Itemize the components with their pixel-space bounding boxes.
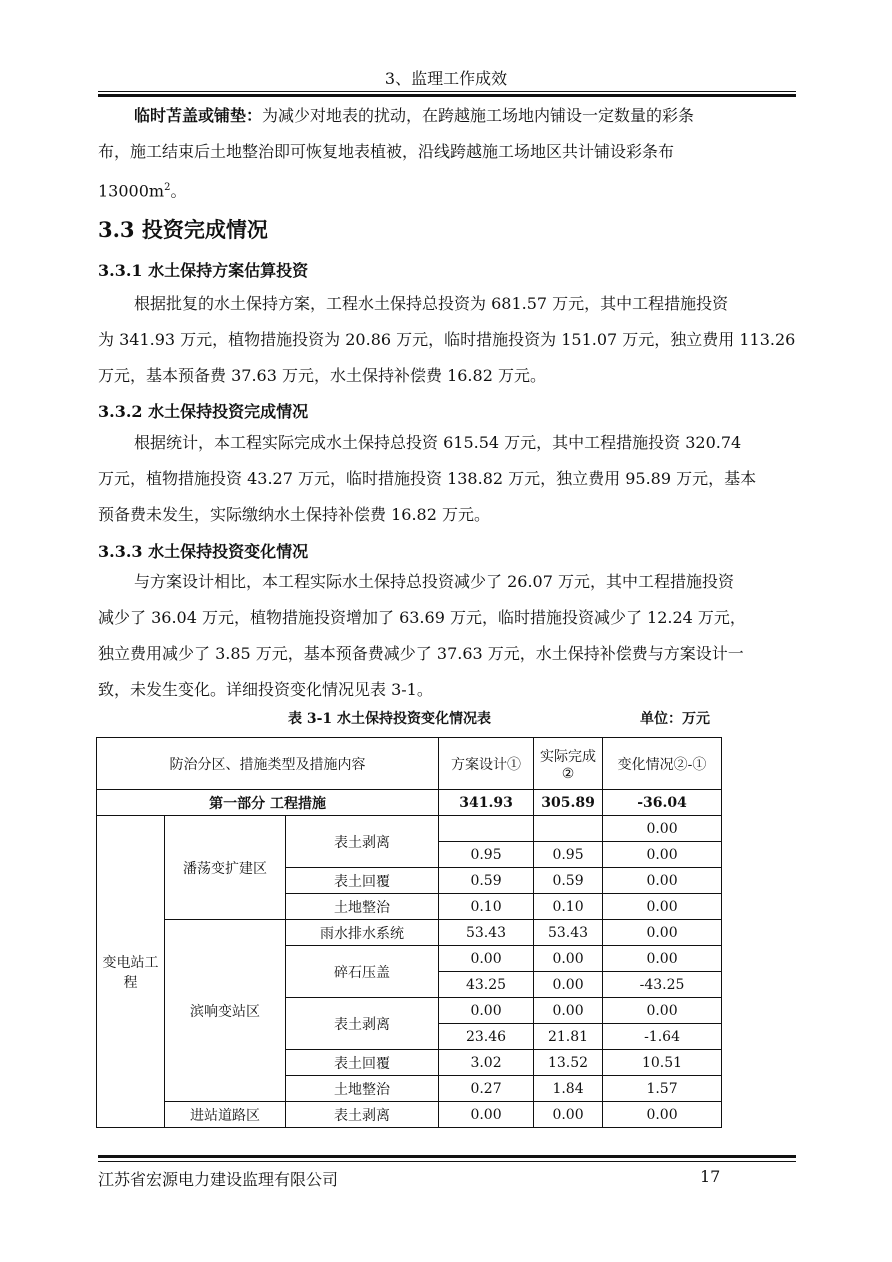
section-3-3-2-line-1: 根据统计，本工程实际完成水土保持总投资 615.54 万元，其中工程措施投资 320.74 (134, 433, 742, 452)
measure-cell: 土地整治 (286, 1076, 439, 1102)
intro-line-1-text: 为减少对地表的扰动，在跨越施工场地内铺设一定数量的彩条 (262, 106, 695, 125)
actual-cell: 13.52 (534, 1050, 603, 1076)
change-cell: 0.00 (603, 842, 722, 868)
design-cell: 3.02 (439, 1050, 534, 1076)
footer-rule-thick (98, 1155, 796, 1158)
measure-cell: 表土剥离 (286, 1102, 439, 1128)
table-row (97, 816, 722, 842)
table-caption: 表 3-1 水土保持投资变化情况表 (288, 711, 492, 727)
design-cell: 0.00 (439, 998, 534, 1024)
part1-design: 341.93 (439, 790, 534, 816)
footer-rule-thin (98, 1161, 796, 1162)
section-3-3-2-heading: 3.3.2 水土保持投资完成情况 (98, 402, 309, 421)
section-3-3-2-line-3: 预备费未发生，实际缴纳水土保持补偿费 16.82 万元。 (98, 505, 490, 524)
zone-road: 进站道路区 (165, 1102, 286, 1128)
investment-change-table (96, 737, 722, 1128)
design-cell: 0.00 (439, 946, 534, 972)
actual-cell: 1.84 (534, 1076, 603, 1102)
zone-binxiang: 滨响变站区 (165, 920, 286, 1102)
measure-cell: 表土回覆 (286, 1050, 439, 1076)
change-cell: 0.00 (603, 868, 722, 894)
header-change: 变化情况②-① (603, 738, 722, 790)
actual-cell: 0.00 (534, 972, 603, 998)
page-number: 17 (700, 1167, 721, 1186)
measure-cell: 碎石压盖 (286, 946, 439, 998)
part1-actual: 305.89 (534, 790, 603, 816)
actual-cell: 53.43 (534, 920, 603, 946)
header-rule-thin (98, 91, 796, 92)
design-cell: 43.25 (439, 972, 534, 998)
change-cell: 0.00 (603, 894, 722, 920)
table-unit: 单位：万元 (640, 711, 710, 727)
section-3-3-3-line-3: 独立费用减少了 3.85 万元，基本预备费减少了 37.63 万元，水土保持补偿费与方案设计一 (98, 644, 744, 663)
intro-line-3 (98, 170, 796, 209)
actual-cell: 0.00 (534, 998, 603, 1024)
intro-line-3-end: 。 (170, 181, 187, 201)
zone-panwang: 潘荡变扩建区 (165, 816, 286, 920)
measure-cell: 土地整治 (286, 894, 439, 920)
section-3-3-3-line-2: 减少了 36.04 万元，植物措施投资增加了 63.69 万元，临时措施投资减少了 12.24 万元， (98, 608, 746, 627)
actual-cell: 0.00 (534, 1102, 603, 1128)
design-cell: 0.10 (439, 894, 534, 920)
design-cell: 0.95 (439, 842, 534, 868)
part1-change: -36.04 (603, 790, 722, 816)
section-3-3-3-line-1: 与方案设计相比，本工程实际水土保持总投资减少了 26.07 万元，其中工程措施投资 (134, 572, 734, 591)
measure-cell: 表土剥离 (286, 816, 439, 868)
section-3-3-1-line-3: 万元，基本预备费 37.63 万元，水土保持补偿费 16.82 万元。 (98, 366, 546, 385)
actual-cell: 21.81 (534, 1024, 603, 1050)
design-cell: 0.59 (439, 868, 534, 894)
measure-cell: 雨水排水系统 (286, 920, 439, 946)
intro-line-1 (98, 98, 796, 134)
section-3-3-3-line-4: 致，未发生变化。详细投资变化情况见表 3-1。 (98, 680, 433, 699)
design-cell: 53.43 (439, 920, 534, 946)
header-content: 防治分区、措施类型及措施内容 (97, 738, 439, 790)
intro-line-2: 布，施工结束后土地整治即可恢复地表植被，沿线跨越施工场地区共计铺设彩条布 (98, 142, 675, 161)
intro-paragraph (98, 98, 796, 209)
actual-cell: 0.10 (534, 894, 603, 920)
footer-company: 江苏省宏源电力建设监理有限公司 (98, 1170, 339, 1189)
section-3-3-3-paragraph (98, 564, 796, 708)
intro-area-value: 13000m (98, 181, 165, 201)
design-cell (439, 816, 534, 842)
change-cell: 0.00 (603, 946, 722, 972)
design-cell: 0.00 (439, 1102, 534, 1128)
section-3-3-heading: 3.3 投资完成情况 (98, 217, 268, 242)
change-cell: 0.00 (603, 920, 722, 946)
actual-cell: 0.00 (534, 946, 603, 972)
intro-bold-label: 临时苫盖或铺垫： (134, 106, 263, 125)
table-row (97, 920, 722, 946)
change-cell: 0.00 (603, 816, 722, 842)
section-3-3-1-line-1: 根据批复的水土保持方案，工程水土保持总投资为 681.57 万元，其中工程措施投资 (134, 294, 729, 313)
change-cell: -43.25 (603, 972, 722, 998)
actual-cell: 0.59 (534, 868, 603, 894)
design-cell: 23.46 (439, 1024, 534, 1050)
measure-cell: 表土剥离 (286, 998, 439, 1050)
actual-cell (534, 816, 603, 842)
section-3-3-1-heading: 3.3.1 水土保持方案估算投资 (98, 261, 309, 280)
intro-area-superscript: 2 (164, 182, 171, 193)
section-3-3-2-paragraph (98, 425, 796, 533)
change-cell: -1.64 (603, 1024, 722, 1050)
design-cell: 0.27 (439, 1076, 534, 1102)
group-label-line-2: 程 (123, 974, 138, 991)
section-3-3-1-line-2: 为 341.93 万元，植物措施投资为 20.86 万元，临时措施投资为 151.07 万元，独立费用 113.26 (98, 330, 796, 349)
header-actual-line-2: ② (561, 765, 575, 782)
actual-cell: 0.95 (534, 842, 603, 868)
change-cell: 10.51 (603, 1050, 722, 1076)
table-row (97, 1102, 722, 1128)
header-actual (534, 738, 603, 790)
section-3-3-2-line-2: 万元，植物措施投资 43.27 万元，临时措施投资 138.82 万元，独立费用 95.89 万元，基本 (98, 469, 757, 488)
section-3-3-1-paragraph (98, 286, 796, 394)
page-header-title: 3、监理工作成效 (384, 69, 508, 88)
header-design: 方案设计① (439, 738, 534, 790)
section-3-3-3-heading: 3.3.3 水土保持投资变化情况 (98, 542, 309, 561)
group-label-line-1: 变电站工 (102, 954, 159, 971)
part1-label: 第一部分 工程措施 (97, 790, 439, 816)
measure-cell: 表土回覆 (286, 868, 439, 894)
part1-row (97, 790, 722, 816)
change-cell: 1.57 (603, 1076, 722, 1102)
header-rule-thick (98, 94, 796, 97)
change-cell: 0.00 (603, 1102, 722, 1128)
group-label-substation (97, 816, 165, 1128)
header-actual-line-1: 实际完成 (540, 748, 597, 765)
table-header-row (97, 738, 722, 790)
change-cell: 0.00 (603, 998, 722, 1024)
